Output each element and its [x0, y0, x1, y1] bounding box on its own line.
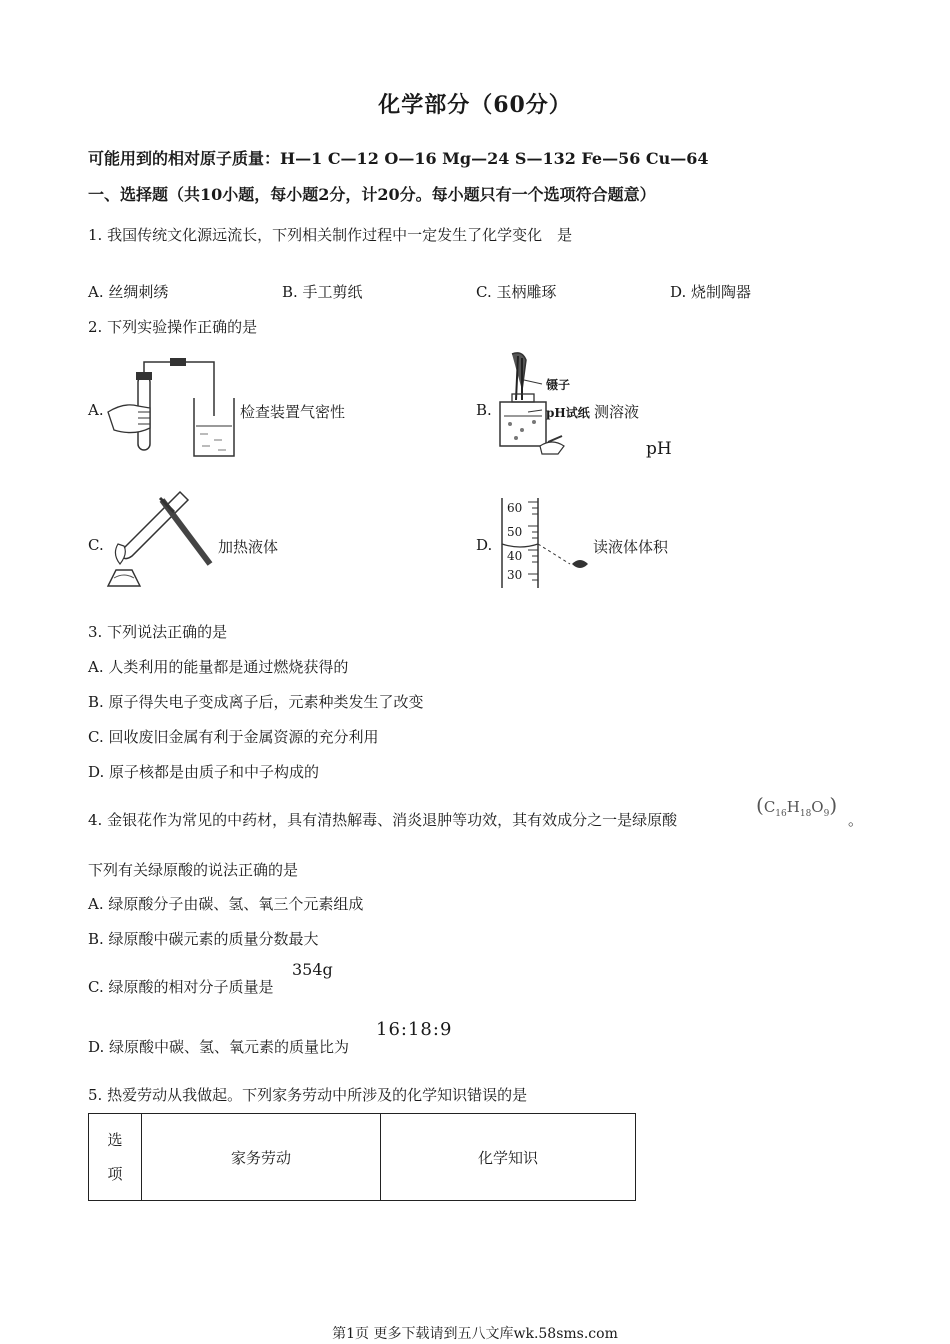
formula-c: C — [763, 798, 776, 816]
q4-option-c-value: 354g — [292, 960, 333, 979]
q5-table — [88, 1113, 636, 1201]
header-option-line-1: 选 — [107, 1131, 123, 1149]
formula-h: H — [786, 798, 800, 816]
ph-paper-label: pH试纸 — [546, 406, 590, 420]
header-option — [89, 1114, 142, 1201]
q2-option-b-letter: B. — [476, 401, 492, 419]
q1-option-b: B. 手工剪纸 — [282, 283, 363, 301]
formula-h-sub: 18 — [799, 809, 812, 819]
scale-30: 30 — [507, 568, 523, 582]
q4-option-d-value: 16:18:9 — [376, 1019, 453, 1040]
question-5-stem: 5. 热爱劳动从我做起。下列家务劳动中所涉及的化学知识错误的是 — [88, 1086, 528, 1104]
airtightness-check-illustration — [104, 356, 240, 460]
header-option-line-2: 项 — [107, 1165, 123, 1183]
q1-option-c: C. 玉柄雕琢 — [476, 283, 557, 301]
q3-option-b: B. 原子得失电子变成离子后，元素种类发生了改变 — [88, 693, 424, 711]
q1-option-d: D. 烧制陶器 — [670, 283, 752, 301]
q2-option-d-letter: D. — [476, 536, 493, 554]
tweezers-label: 镊子 — [546, 378, 571, 392]
q2-option-a-letter: A. — [88, 401, 104, 419]
page-footer: 第1页 更多下载请到五八文库wk.58sms.com — [332, 1326, 618, 1342]
question-2-stem: 2. 下列实验操作正确的是 — [88, 318, 258, 336]
q2-option-a-caption: 检查装置气密性 — [240, 403, 346, 421]
formula-o-sub: 9 — [823, 809, 830, 819]
atomic-masses: 可能用到的相对原子质量：H—1 C—12 O—16 Mg—24 S—132 Fe—56 Cu—64 — [88, 149, 709, 168]
q2-option-d-caption: 读液体体积 — [593, 538, 669, 556]
q4-option-b: B. 绿原酸中碳元素的质量分数最大 — [88, 930, 319, 948]
page-title: 化学部分（60分） — [378, 92, 572, 118]
q4-option-d: D. 绿原酸中碳、氢、氧元素的质量比为 — [88, 1038, 350, 1056]
header-chemistry: 化学知识 — [381, 1114, 636, 1201]
q2-option-b-ph: pH — [646, 439, 672, 459]
q2-option-c-caption: 加热液体 — [218, 538, 279, 556]
question-4-stem-2: 下列有关绿原酸的说法正确的是 — [88, 861, 299, 879]
q4-option-a: A. 绿原酸分子由碳、氢、氧三个元素组成 — [88, 895, 364, 913]
q3-option-a: A. 人类利用的能量都是通过燃烧获得的 — [88, 658, 349, 676]
question-1-stem: 1. 我国传统文化源远流长，下列相关制作过程中一定发生了化学变化 是 — [88, 226, 573, 244]
formula-c-sub: 16 — [775, 809, 787, 819]
q3-option-d: D. 原子核都是由质子和中子构成的 — [88, 763, 320, 781]
chlorogenic-acid-formula: $(C_{16}H_{18}O_9)$ — [756, 793, 838, 819]
section-heading: 一、选择题（共10小题，每小题2分，计20分。每小题只有一个选项符合题意） — [88, 185, 656, 204]
table-header-row — [89, 1114, 636, 1201]
formula-o: O — [811, 798, 824, 816]
heating-liquid-illustration — [104, 488, 216, 588]
q4-period: 。 — [848, 811, 864, 829]
question-3-stem: 3. 下列说法正确的是 — [88, 623, 228, 641]
scale-50: 50 — [507, 525, 523, 539]
scale-60: 60 — [507, 501, 523, 515]
question-4-stem: 4. 金银花作为常见的中药材，具有清热解毒、消炎退肿等功效，其有效成分之一是绿原酸 — [88, 811, 678, 829]
q2-option-c-letter: C. — [88, 536, 104, 554]
q2-option-b-caption: 测溶液 — [594, 403, 640, 421]
q3-option-c: C. 回收废旧金属有利于金属资源的充分利用 — [88, 728, 379, 746]
header-housework: 家务劳动 — [142, 1114, 381, 1201]
q4-option-c: C. 绿原酸的相对分子质量是 — [88, 978, 274, 996]
scale-40: 40 — [507, 549, 523, 563]
q1-option-a: A. 丝绸刺绣 — [88, 283, 169, 301]
